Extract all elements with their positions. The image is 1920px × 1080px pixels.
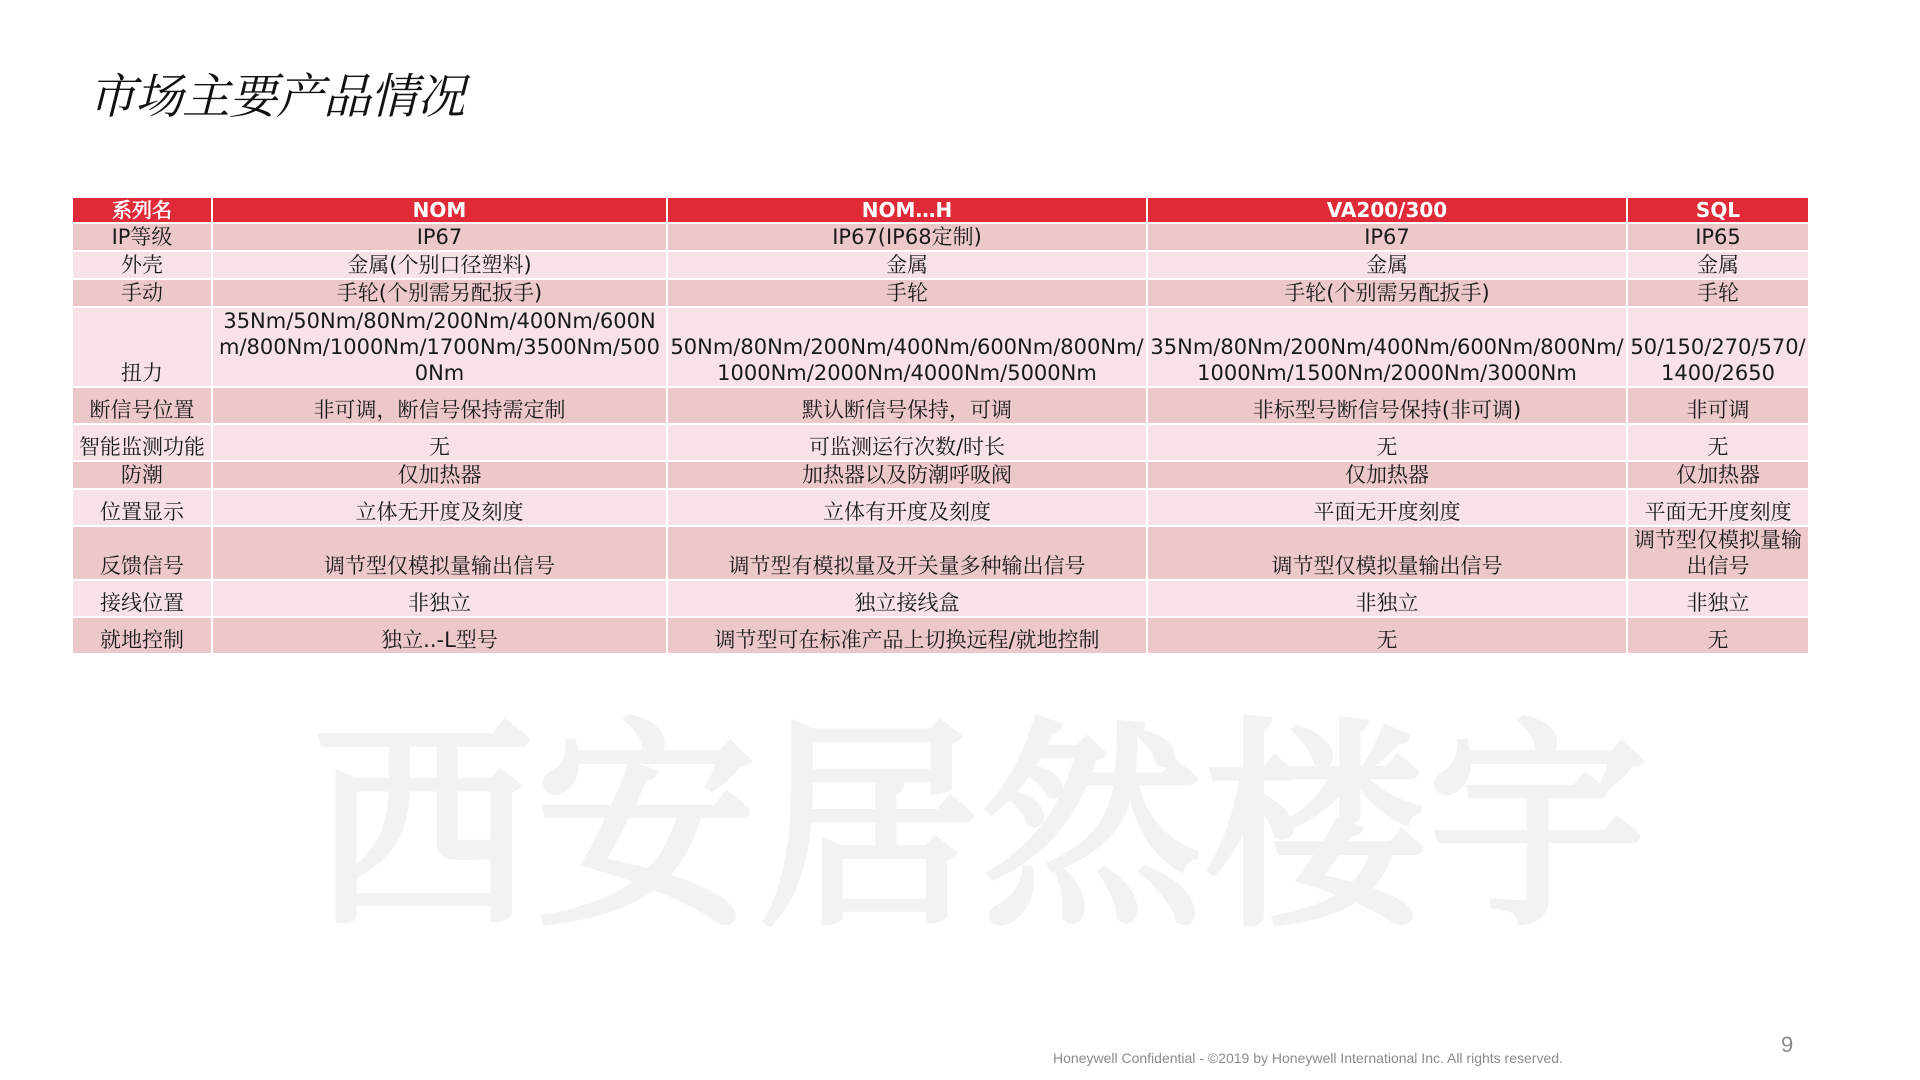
table-cell: 平面无开度刻度 (1627, 489, 1809, 526)
row-label: 位置显示 (73, 489, 212, 526)
table-cell: 仅加热器 (1147, 461, 1627, 489)
table-cell: IP67 (212, 223, 667, 251)
table-cell: 金属 (1627, 251, 1809, 279)
row-label: 智能监测功能 (73, 424, 212, 461)
table-row-torque (73, 307, 1809, 387)
table-cell: 非可调 (1627, 387, 1809, 424)
footer-confidential-notice: Honeywell Confidential - ©2019 by Honeywell International Inc. All rights reserved. (1053, 1050, 1563, 1066)
table-cell: 立体无开度及刻度 (212, 489, 667, 526)
table-cell: 仅加热器 (1627, 461, 1809, 489)
table-cell: 50Nm/80Nm/200Nm/400Nm/600Nm/800Nm/1000Nm/2000Nm/4000Nm/5000Nm (667, 307, 1147, 387)
table-cell: 独立接线盒 (667, 580, 1147, 617)
page-number: 9 (1781, 1032, 1794, 1057)
table-cell: 调节型仅模拟量输出信号 (1147, 526, 1627, 580)
table-cell: 独立..-L型号 (212, 617, 667, 654)
table-cell: 金属(个别口径塑料) (212, 251, 667, 279)
table-row-smart-monitoring (73, 424, 1809, 461)
table-cell: 调节型仅模拟量输出信号 (212, 526, 667, 580)
table-cell: 加热器以及防潮呼吸阀 (667, 461, 1147, 489)
table-cell: 手轮 (667, 279, 1147, 307)
slide-title: 市场主要产品情况 (88, 69, 465, 125)
row-label: 断信号位置 (73, 387, 212, 424)
table-cell: 无 (1627, 424, 1809, 461)
table-cell: 非标型号断信号保持(非可调) (1147, 387, 1627, 424)
row-label: 手动 (73, 279, 212, 307)
header-sql: SQL (1627, 198, 1809, 223)
row-label: 外壳 (73, 251, 212, 279)
table-cell: 调节型可在标准产品上切换远程/就地控制 (667, 617, 1147, 654)
table-cell: IP65 (1627, 223, 1809, 251)
header-series-name: 系列名 (73, 198, 212, 223)
table-cell: 非可调，断信号保持需定制 (212, 387, 667, 424)
row-label: 反馈信号 (73, 526, 212, 580)
table-row-feedback-signal (73, 526, 1809, 580)
product-comparison-table (73, 198, 1810, 655)
table-cell: 50/150/270/570/1400/2650 (1627, 307, 1809, 387)
table-row-moisture-proof (73, 461, 1809, 489)
table-cell: 35Nm/50Nm/80Nm/200Nm/400Nm/600Nm/800Nm/1000Nm/1700Nm/3500Nm/5000Nm (212, 307, 667, 387)
header-va200-300: VA200/300 (1147, 198, 1627, 223)
table-cell: 无 (212, 424, 667, 461)
table-row-signal-loss-position (73, 387, 1809, 424)
header-nom: NOM (212, 198, 667, 223)
table-cell: 默认断信号保持，可调 (667, 387, 1147, 424)
table-header-row (73, 198, 1809, 223)
table-cell: 调节型有模拟量及开关量多种输出信号 (667, 526, 1147, 580)
table-cell: 手轮(个别需另配扳手) (212, 279, 667, 307)
table-cell: 非独立 (1147, 580, 1627, 617)
table-cell: 手轮(个别需另配扳手) (1147, 279, 1627, 307)
table-cell: 无 (1147, 424, 1627, 461)
table-cell: 无 (1627, 617, 1809, 654)
row-label: IP等级 (73, 223, 212, 251)
table-row-ip-rating (73, 223, 1809, 251)
table-cell: 立体有开度及刻度 (667, 489, 1147, 526)
watermark-text: 西安居然楼宇 (312, 700, 1650, 958)
table-cell: 仅加热器 (212, 461, 667, 489)
table-cell: 金属 (667, 251, 1147, 279)
table-cell: 无 (1147, 617, 1627, 654)
header-nom-h: NOM…H (667, 198, 1147, 223)
table-row-position-display (73, 489, 1809, 526)
table-cell: 调节型仅模拟量输出信号 (1627, 526, 1809, 580)
table-cell: 可监测运行次数/时长 (667, 424, 1147, 461)
row-label: 防潮 (73, 461, 212, 489)
table-cell: IP67 (1147, 223, 1627, 251)
row-label: 扭力 (73, 307, 212, 387)
table-cell: 金属 (1147, 251, 1627, 279)
table-cell: 平面无开度刻度 (1147, 489, 1627, 526)
table-cell: 手轮 (1627, 279, 1809, 307)
table-cell: 非独立 (1627, 580, 1809, 617)
table-row-wiring-position (73, 580, 1809, 617)
table-cell: 非独立 (212, 580, 667, 617)
row-label: 接线位置 (73, 580, 212, 617)
table-cell: IP67(IP68定制) (667, 223, 1147, 251)
table-row-housing (73, 251, 1809, 279)
table-cell: 35Nm/80Nm/200Nm/400Nm/600Nm/800Nm/1000Nm/1500Nm/2000Nm/3000Nm (1147, 307, 1627, 387)
row-label: 就地控制 (73, 617, 212, 654)
table-row-local-control (73, 617, 1809, 654)
table-row-manual (73, 279, 1809, 307)
